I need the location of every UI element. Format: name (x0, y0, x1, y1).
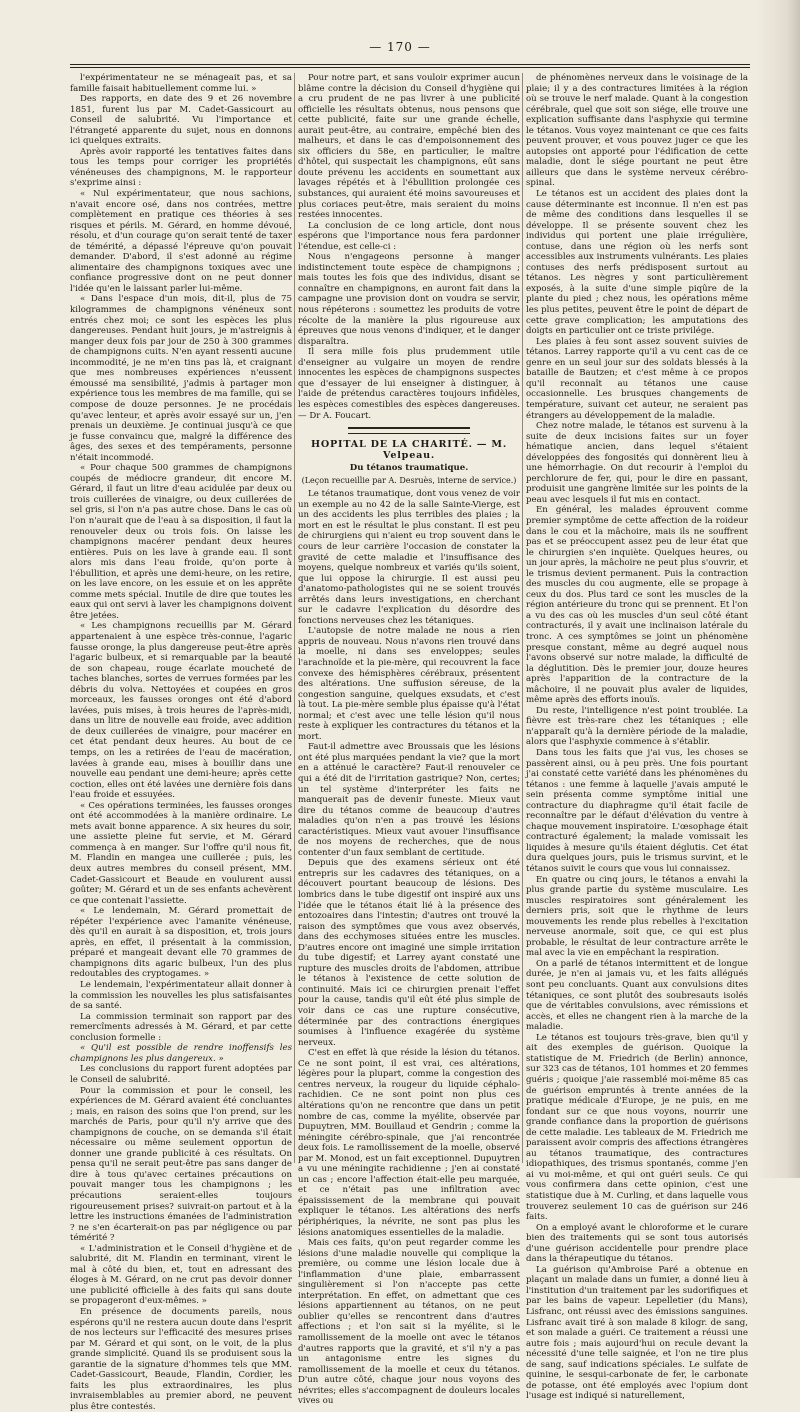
paragraph: « Pour chaque 500 grammes de champignons coupés de médiocre grandeur, dit encore M. Gérard, il faut un litre d'eau acidulée par deux ou trois cuillerées de vinaigre, ou deux cuillerées de sel gris, si l'on n'a pas autre chose. Dans le cas où l'on n'aurait que de l'eau à sa disposition, il faut la renouveler deux ou trois fois. On laisse les champignons macérer pendant deux heures entières. Puis on les lave à grande eau. Il sont alors mis dans l'eau froide, qu'on porte à l'ébullition, et après une demi-heure, on les retire, on les lave encore, on les essuie et on les apprête comme mets spécial. Inutile de dire que toutes les eaux qui ont servi à laver les champignons doivent être jetées. (70, 463, 292, 621)
paragraph: La commission terminait son rapport par des remercîments adressés à M. Gérard, et par cette conclusion formelle : (70, 1011, 292, 1043)
section-heading: HOPITAL DE LA CHARITÉ. — M. Velpeau. (311, 439, 507, 461)
paragraph: Le tétanos est toujours très-grave, bien qu'il y ait des exemples de guérison. Quoique la statistique de M. Friedrich (de Berlin) annonce, sur 323 cas de tétanos, 101 hommes et 20 femmes guéris ; quoique j'aie rassemblé moi-même 85 cas de guérison empruntés à trente années de la pratique médicale d'Europe, je ne puis, en me fondant sur ce que nous voyons, nourrir une grande confiance dans la proportion de guérisons de cette maladie. Les tableaux de M. Friedrich me paraissent avoir compris des affections étrangères au tétanos traumatique, des contractures idiopathiques, des trismus spontanés, comme j'en ai vu moi-même, et qui ont guéri seuls. Ce qui vous confirmera dans cette opinion, c'est une statistique due à M. Curling, et dans laquelle vous trouverez seulement 10 cas de guérison sur 246 faits. (526, 1032, 748, 1223)
paragraph: de phénomènes nerveux dans le voisinage de la plaie; il y a des contractures limitées à la région où se trouve le nerf malade. Quant à la congestion cérébrale, quel que soit son siége, elle trouve une explication suffisante dans l'asphyxie qui termine le tétanos. Vous voyez maintenant ce que ces faits peuvent prouver, et vous pouvez juger ce que les autopsies ont apporté pour l'édification de cette maladie, dont le siége pourtant ne peut être ailleurs que dans le système nerveux cérébro-spinal. (526, 73, 748, 189)
paragraph: Après avoir rapporté les tentatives faites dans tous les temps pour corriger les propriétés vénéneuses des champignons, M. le rapporteur s'exprime ainsi : (70, 146, 292, 189)
paragraph: Les plaies à feu sont assez souvent suivies de tétanos. Larrey rapporte qu'il a vu cent cas de ce genre en un seul jour sur des soldats blessés à la bataille de Bautzen; et c'est même à ce propos qu'il reconnaît au tétanos une cause occasionnelle. Les brusques changements de température, suivant cet auteur, ne seraient pas étrangers au développement de la maladie. (526, 336, 748, 421)
paragraph: Dans tous les faits que j'ai vus, les choses se passèrent ainsi, ou à peu près. Une fois pourtant j'ai constaté cette variété dans les phénomènes du tétanos : une femme à laquelle j'avais amputé le sein présenta comme symptôme initial une contracture du diaphragme qu'il était facile de reconnaître par le défaut d'élévation du ventre à chaque mouvement inspiratoire. L'œsophage était contracturé également; la malade vomissait les liquides à mesure qu'ils étaient déglutis. Cet état dura quelques jours, puis le trismus survint, et le tétanos suivit le cours que vous lui connaissez. (526, 748, 748, 875)
paragraph: La conclusion de ce long article, dont nous espérons que l'importance nous fera pardonner l'étendue, est celle-ci : (298, 220, 520, 252)
paragraph: C'est en effet là que réside la lésion du tétanos. Ce ne sont point, il est vrai, ces altérations, légères pour la plupart, comme la congestion des centres nerveux, la rougeur du liquide céphalo-rachidien. Ce ne sont point non plus ces altérations qu'on ne rencontre que dans un petit nombre de cas, comme la myélite, observée par Dupuytren, MM. Bouillaud et Gendrin ; comme la méningite cérébro-spinale, que j'ai rencontrée deux fois. Le ramollissement de la moelle, observé par M. Monod, est un fait exceptionnel. Dupuytren a vu une méningite rachidienne ; j'en ai constaté un cas ; encore l'affection était-elle peu marquée, et ce n'était pas une infiltration avec épaississement de la membrane qui pouvait expliquer le tétanos. Les altérations des nerfs périphériques, la névrite, ne sont pas plus les lésions anatomiques essentielles de la maladie. (298, 1048, 520, 1238)
paragraph: « Dans l'espace d'un mois, dit-il, plus de 75 kilogrammes de champignons vénéneux sont entrés chez moi; ce sont les espèces les plus dangereuses. Pendant huit jours, je m'astreignis à manger deux fois par jour de 250 à 300 grammes de champignons cuits. N'en ayant ressenti aucune incommodité, je ne m'en tins pas là, et craignant que mes nombreuses expériences n'eussent émoussé ma sensibilité, j'admis à partager mon expérience tous les membres de ma famille, qui se compose de douze personnes. Je ne procédais qu'avec lenteur, et après avoir essayé sur un, j'en prenais un deuxième. Je continuai jusqu'à ce que je fusse convaincu que, malgré la différence des âges, des sexes et des tempéraments, personne n'était incommodé. (70, 294, 292, 463)
paragraph: Le tétanos traumatique, dont vous venez de voir un exemple au no 42 de la salle Sainte-Vierge, est un des accidents les plus terribles des plaies ; la mort en est le résultat le plus constant. Il est peu de chirurgiens qui n'aient eu trop souvent dans le cours de leur carrière l'occasion de constater la gravité de cette maladie et l'insuffisance des moyens, quelque nombreux et variés qu'ils soient, que lui oppose la chirurgie. Il est aussi peu d'anatomo-pathologistes qui ne se soient trouvés arrêtés dans leurs investigations, en cherchant sur le cadavre l'explication du désordre des fonctions nerveuses chez les tétaniques. (298, 489, 520, 626)
paragraph: Nous n'engageons personne à manger indistinctement toute espèce de champignons ; mais toutes les fois que des individus, disant se connaître en champignons, en auront fait dans la campagne une provision dont on voudra se servir, nous répéterons : soumettez les produits de votre récolte de la manière la plus rigoureuse aux épreuves que nous venons d'indiquer, et le danger disparaîtra. (298, 252, 520, 347)
paragraph: L'autopsie de notre malade ne nous a rien appris de nouveau. Nous n'avons rien trouvé dans la moelle, ni dans ses enveloppes; seules l'arachnoïde et la pie-mère, qui recouvrent la face convexe des hémisphères cérébraux, présentent des altérations. Une suffusion séreuse, de la congestion sanguine, quelques exsudats, et c'est là tout. La pie-mère semble plus épaisse qu'à l'état normal; et c'est avec une telle lésion qu'il nous reste à expliquer les contractures du tétanos et la mort. (298, 626, 520, 742)
page-fold-shadow (756, 0, 800, 1178)
paragraph: Pour notre part, et sans vouloir exprimer aucun blâme contre la décision du Conseil d'hygiène qui a cru prudent de ne pas livrer à une publicité officielle les résultats obtenus, nous pensons que cette publicité, faite sur une grande échelle, aurait peut-être, au contraire, empêché bien des malheurs, et dans le cas d'empoisonnement des six officiers du 58e, en particulier, le maître d'hôtel, qui suspectait les champignons, eût sans doute prévenu les accidents en soumettant aux lavages répétés et à l'ébullition prolongée ces substances, qui auraient été moins savoureuses et plus coriaces peut-être, mais seraient du moins restées innocentes. (298, 73, 520, 221)
paragraph: Faut-il admettre avec Broussais que les lésions ont été plus marquées pendant la vie? que la mort en a atténué le caractère? Faut-il renouveler ce qui a été dit de l'irritation gastrique? Non, certes; un tel système d'interpréter les faits ne manquerait pas de devenir funeste. Mieux vaut dire du tétanos comme de beaucoup d'autres maladies qu'on n'en a pas trouvé les lésions caractéristiques. Mieux vaut avouer l'insuffisance de nos moyens de recherches, que de nous contenter d'un faux semblant de certitude. (298, 742, 520, 858)
section-ornament (348, 427, 470, 434)
paragraph: l'expérimentateur ne se ménageait pas, et sa famille faisait habituellement comme lui. » (70, 73, 292, 94)
paragraph-italic-quote: « Qu'il est possible de rendre inoffensifs les champignons les plus dangereux. » (70, 1043, 292, 1064)
header-rule-top (70, 64, 750, 65)
header-rule-bottom (70, 67, 750, 68)
paragraph: Chez notre malade, le tétanos est survenu à la suite de deux incisions faites sur un foyer hématique ancien, dans lequel s'étaient développées des fongosités qui donnèrent lieu à une hémorrhagie. On dut recourir à l'emploi du perchlorure de fer, qui, pour le dire en passant, produisit une gangrène limitée sur les points de la peau avec lesquels il fut mis en contact. (526, 421, 748, 505)
paragraph: « Ces opérations terminées, les fausses oronges ont été accommodées à la manière ordinaire. Le mets avait bonne apparence. A six heures du soir, une assiette pleine fut servie, et M. Gérard commença à en manger. Sur l'offre qu'il nous fit, M. Flandin en mangea une cuillerée ; puis, les deux autres membres du conseil présent, MM. Cadet-Gassicourt et Beaude en voulurent aussi goûter; M. Gérard et un de ses enfants achevèrent ce que contenait l'assiette. (70, 800, 292, 906)
paragraph: En présence de documents pareils, nous espérons qu'il ne restera aucun doute dans l'esprit de nos lecteurs sur l'efficacité des mesures prises par M. Gérard et qui sont, on le voit, de la plus grande simplicité. Quand ils se produisent sous la garantie de la signature d'hommes tels que MM. Cadet-Gassicourt, Beaude, Flandin, Cordier, les faits les plus extraordinaires, les plus invraisemblables au premier abord, ne peuvent plus être contestés. (70, 1306, 292, 1412)
paragraph: On a employé avant le chloroforme et le curare bien des traitements qui se sont tous autorisés d'une guérison accidentelle pour prendre place dans la thérapeutique du tétanos. (526, 1222, 748, 1265)
paragraph-signed: Il sera mille fois plus prudemment utile d'enseigner au vulgaire un moyen de rendre innocentes les espèces de champignons suspectes que d'essayer de lui enseigner à distinguer, à l'aide de prétendus caractères toujours infidèles, les espèces comestibles des espèces dangereuses. — Dr A. Foucart. (298, 347, 520, 421)
paragraph: En quatre ou cinq jours, le tétanos a envahi la plus grande partie du système musculaire. Les muscles respiratoires sont généralement les derniers pris, soit que le rhythme de leurs mouvements les rende plus rebelles à l'excitation nerveuse anormale, soit que, ce qui est plus probable, le résultat de leur contracture arrête le mal avec la vie en empêchant la respiration. (526, 874, 748, 959)
column-2 (298, 73, 520, 1407)
paragraph: « Nul expérimentateur, que nous sachions, n'avait encore osé, dans nos contrées, mettre complètement en pratique ces théories à ses risques et périls. M. Gérard, en homme dévoué, résolu, et d'un courage qu'on serait tenté de taxer de témérité, a dépassé l'épreuve qu'on pouvait demander. D'abord, il s'est adonné au régime alimentaire des champignons toxiques avec une confiance progressive dont on ne peut donner l'idée qu'en le laissant parler lui-même. (70, 189, 292, 294)
column-separator-1 (294, 73, 295, 1163)
paragraph: Le tétanos est un accident des plaies dont la cause déterminante est inconnue. Il n'en est pas de même des conditions dans lesquelles il se développe. Il se présente souvent chez les individus qui portent une plaie irrégulière, contuse, dans une région où les nerfs sont accessibles aux instruments vulnérants. Les plaies contuses des nerfs prédisposent surtout au tétanos. Les nègres y sont particulièrement exposés, à la suite d'une simple piqûre de la plante du pied ; chez nous, les opérations même les plus petites, peuvent être le point de départ de cette grave complication; les amputations des doigts en particulier ont ce triste privilége. (526, 189, 748, 337)
paragraph: Depuis que des examens sérieux ont été entrepris sur les cadavres des tétaniques, on a découvert pourtant beaucoup de lésions. Des lombrics dans le tube digestif ont inspiré aux uns l'idée que le tétanos était lié à la présence des entozoaires dans l'intestin; d'autres ont trouvé la raison des symptômes que vous avez observés, dans des ecchymoses situées entre les muscles. D'autres encore ont imaginé une simple irritation du tube digestif; et Larrey ayant constaté une rupture des muscles droits de l'abdomen, attribue le tétanos à l'existence de cette solution de continuité. Mais ici ce chirurgien prenait l'effet pour la cause, tandis qu'il eût été plus simple de voir dans ce cas une rupture consécutive, déterminée par des contractions énergiques soumises à l'influence exagérée du système nerveux. (298, 858, 520, 1048)
paragraph: On a parlé de tétanos intermittent et de longue durée, je n'en ai jamais vu, et les faits allégués sont peu concluants. Quant aux convulsions dites tétaniques, ce sont plutôt des soubresauts isolés que de véritables convulsions, avec rémissions et accès, et elles ne changent rien à la marche de la maladie. (526, 958, 748, 1033)
paragraph: Les conclusions du rapport furent adoptées par le Conseil de salubrité. (70, 1064, 292, 1085)
paragraph: Pour la commission et pour le conseil, les expériences de M. Gérard avaient été concluantes ; mais, en raison des soins que l'on prend, sur les marchés de Paris, pour qu'il n'y arrive que des champignons de couche, on se demanda s'il était nécessaire ou même seulement opportun de donner une grande publicité à ces résultats. On pensa qu'il ne serait peut-être pas sans danger de dire à tous qu'avec certaines précautions on pouvait manger tous les champignons ; les précautions seraient-elles toujours rigoureusement prises? suivrait-on partout et à la lettre les instructions émanées de l'administration ? ne s'en écarterait-on pas par négligence ou par témérité ? (70, 1085, 292, 1244)
column-separator-2 (522, 73, 523, 1163)
paragraph: Mais ces faits, qu'on peut regarder comme les lésions d'une maladie nouvelle qui complique la première, ou comme une lésion locale due à l'inflammation d'une plaie, embarrassent singulièrement si l'on n'accepte pas cette interprétation. En effet, on admettant que ces lésions appartiennent au tétanos, on ne peut oublier qu'elles se rencontrent dans d'autres affections ; et l'on sait si la myélite, si le ramollissement de la moelle ont avec le tétanos d'autres rapports que la gravité, et s'il n'y a pas un antagonisme entre les signes du ramollissement de la moelle et ceux du tétanos. D'un autre côté, chaque jour nous voyons des névrites; elles s'accompagnent de douleurs locales vives ou (298, 1238, 520, 1407)
paragraph: Du reste, l'intelligence n'est point troublée. La fièvre est très-rare chez les tétaniques ; elle n'apparaît qu'à la dernière période de la maladie, alors que l'asphyxie commence à s'établir. (526, 705, 748, 748)
paragraph: « Le lendemain, M. Gérard promettait de répéter l'expérience avec l'amanite vénéneuse, dès qu'il en aurait à sa disposition, et, trois jours après, en effet, il présentait à la commission, préparé et mangeait devant elle 70 grammes de champignons dits agaric bulbeux, l'un des plus redoutables des cryptogames. » (70, 906, 292, 980)
page-number: — 170 — (369, 40, 431, 54)
section-subtitle: Du tétanos traumatique. (349, 463, 469, 474)
paragraph: En général, les malades éprouvent comme premier symptôme de cette affection de la roideur dans le cou et la mâchoire, mais ils ne souffrent pas et se préoccupent assez peu de leur état que le chirurgien s'en inquiète. Quelques heures, ou un jour après, la mâchoire ne peut plus s'ouvrir, et le trismus devient permanent. Puis la contraction des muscles du cou augmente, elle se propage à ceux du dos. Plus tard ce sont les muscles de la région antérieure du tronc qui se prennent. Et l'on a vu des cas où les muscles d'un seul côté étant contracturés, il y avait une inclinaison latérale du tronc. A ces symptômes se joint un phénomène presque constant, même au degré auquel nous l'avons observé sur notre malade, la difficulté de la déglutition. Dès le premier jour, douze heures après l'apparition de la contracture de la mâchoire, il ne pouvait plus avaler de liquides, même après des efforts inouïs. (526, 505, 748, 706)
paragraph: Des rapports, en date des 9 et 26 novembre 1851, furent lus par M. Cadet-Gassicourt au Conseil de salubrité. Vu l'importance et l'étrangeté apparente du sujet, nous en donnons ici quelques extraits. (70, 94, 292, 147)
paragraph: La guérison qu'Ambroise Paré a obtenue en plaçant un malade dans un fumier, a donné lieu à l'institution d'un traitement par les sudorifiques et par les bains de vapeur. Lepelletier (du Mans), Lisfranc, ont réussi avec des émissions sanguines. Lisfranc avait tiré à son malade 8 kilogr. de sang, et son malade a guéri. Ce traitement a réussi une autre fois ; mais aujourd'hui on recule devant la nécessité d'une telle saignée, et l'on ne tire plus de sang, sauf indications spéciales. Le sulfate de quinine, le sesqui-carbonate de fer, le carbonate de potasse, ont été employés avec l'opium dont l'usage est indiqué si naturellement, (526, 1264, 748, 1402)
column-3 (526, 73, 748, 1402)
paragraph: « L'administration et le Conseil d'hygiène et de salubrité, dit M. Flandin en terminant, virent le mal à côté du bien, et, tout en adressant des éloges à M. Gérard, on ne crut pas devoir donner une publicité officielle à des faits qui sans doute se propageront d'eux-mêmes. » (70, 1243, 292, 1307)
paragraph: Le lendemain, l'expérimentateur allait donner à la commission les nouvelles les plus satisfaisantes de sa santé. (70, 980, 292, 1012)
lecture-credit: (Leçon recueillie par A. Desruès, interne de service.) (301, 475, 517, 485)
paragraph: « Les champignons recueillis par M. Gérard appartenaient à une espèce très-connue, l'agaric fausse oronge, la plus dangereuse peut-être après l'agaric bulbeux, et si remarquable par la beauté de son chapeau, rouge écarlate moucheté de taches blanches, sortes de verrues formées par les débris du volva. Nettoyées et coupées en gros morceaux, les fausses oronges ont été d'abord lavées, puis mises, à trois heures de l'après-midi, dans un litre de nouvelle eau froide, avec addition de deux cuillerées de vinaigre, pour macérer en cet état pendant deux heures. Au bout de ce temps, on les a retirées de l'eau de macération, lavées à grande eau, mises à bouillir dans une nouvelle eau pendant une demi-heure; après cette coction, elles ont été lavées une dernière fois dans l'eau froide et essuyées. (70, 621, 292, 801)
column-1 (70, 73, 292, 1412)
